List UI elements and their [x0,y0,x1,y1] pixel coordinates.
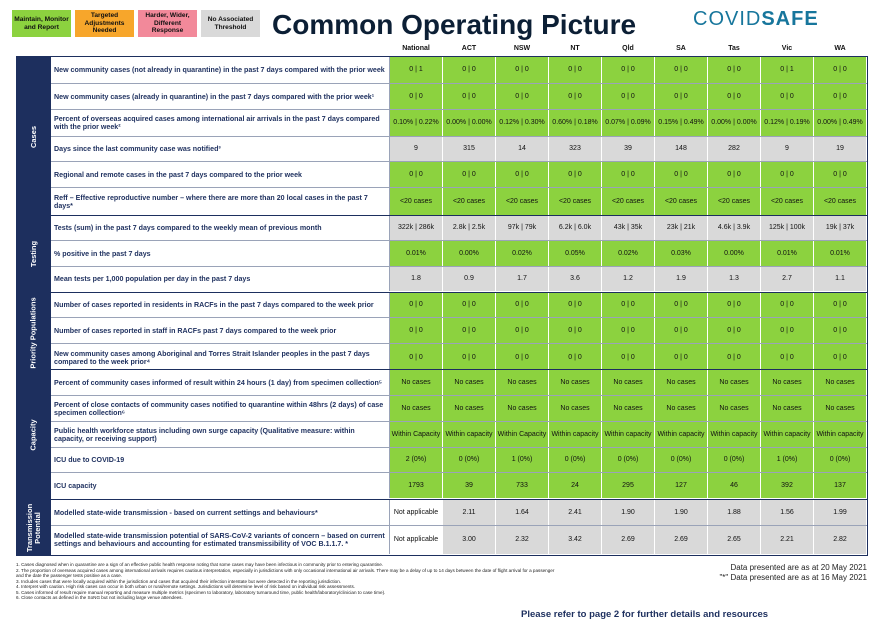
column-header: WA [834,45,846,52]
table-cell-national: No cases [390,370,443,395]
table-cell-nsw: 0 | 0 [496,344,549,371]
table-cell-wa: 0 | 0 [814,293,867,317]
table-cell-qld: 0 | 0 [602,293,655,317]
section-label [17,293,51,372]
row-label: Percent of overseas acquired cases among international air arrivals in the past 7 days compared with the prior week² [51,110,390,136]
table-cell-wa: No cases [814,370,867,395]
table-cell-act: 0.9 [443,267,496,291]
legend-item: Harder, Wider, Different Response [138,10,197,37]
table-cell-nt: 0.05% [549,241,602,266]
section-label [17,57,51,216]
table-cell-qld: 2.69 [602,526,655,554]
table-cell-wa: 1.1 [814,267,867,291]
row-label: New community cases (already in quarantine) in the past 7 days compared with the prior week¹ [51,84,390,109]
table-cell-tas: Within capacity [708,422,761,447]
table-cell-vic: 2.7 [761,267,814,291]
table-cell-nsw: Within Capacity [496,422,549,447]
table-cell-vic: No cases [761,396,814,421]
table-cell-vic: 1 (0%) [761,448,814,472]
table-cell-tas: 0 (0%) [708,448,761,472]
footnote: 4. Interpret with caution. High risk cases can occur in both urban or rural/remote settings. Jurisdictions will determine level of risk based on individual risk assessments. [16,584,356,589]
section-cases [16,56,868,217]
footnote: 5. Cases informed of result require manual reporting and measure multiple metrics (specimen to laboratory, laboratory turnaround time, public health/laboratory/clinician to case time). [16,589,386,595]
row-label: Reff – Effective reproductive number – where there are more than 20 local cases in the past 7 days* [51,188,390,215]
table-cell-wa: 0.00% | 0.49% [814,110,867,136]
section-label-text: Capacity [28,418,38,451]
table-cell-nt: 0 | 0 [549,293,602,317]
row-label: Mean tests per 1,000 population per day in the past 7 days [51,267,390,291]
table-cell-wa: 2.82 [814,526,867,554]
table-cell-act: 315 [443,137,496,161]
table-cell-national: 0 | 1 [390,57,443,83]
section-label [17,500,51,555]
row-label: Number of cases reported in residents in RACFs in the past 7 days compared to the week prior [51,293,390,317]
table-row [51,267,867,291]
table-cell-nt: 0 | 0 [549,162,602,187]
table-cell-tas: 2.65 [708,526,761,554]
table-cell-qld: <20 cases [602,188,655,215]
table-cell-qld: 0 | 0 [602,162,655,187]
table-cell-tas: No cases [708,370,761,395]
section-transmission-potential [16,499,868,556]
table-cell-national: 0 | 0 [390,293,443,317]
table-cell-act: 0 | 0 [443,57,496,83]
table-cell-sa: 0 | 0 [655,318,708,343]
legend-item: Targeted Adjustments Needed [75,10,134,37]
footnote: 2. The proportion of overseas acquired cases among international arrivals requires cautious interpretation, especially in jurisdictions with only occasional international air arrivals. There may be a delay of up to 14 days between the date of flight arrival for a passenger and the date the passenger tests positive as a case. [16,567,555,578]
table-cell-national: 9 [390,137,443,161]
section-capacity [16,369,868,500]
table-cell-sa: Within capacity [655,422,708,447]
table-cell-act: 0 | 0 [443,162,496,187]
table-cell-nsw: 14 [496,137,549,161]
table-cell-tas: 1.88 [708,500,761,525]
table-cell-nt: 0.60% | 0.18% [549,110,602,136]
table-cell-nt: <20 cases [549,188,602,215]
table-cell-nt: 24 [549,473,602,498]
row-label: Regional and remote cases in the past 7 days compared to the prior week [51,162,390,187]
table-cell-nt: 0 (0%) [549,448,602,472]
table-row [51,84,867,110]
table-cell-nsw: <20 cases [496,188,549,215]
table-cell-qld: No cases [602,396,655,421]
table-cell-vic: No cases [761,370,814,395]
table-cell-nsw: 0.02% [496,241,549,266]
table-cell-act: 0 | 0 [443,344,496,371]
table-cell-nsw: 1.7 [496,267,549,291]
table-cell-vic: 0 | 1 [761,57,814,83]
table-cell-national: 1.8 [390,267,443,291]
table-cell-nsw: 0 | 0 [496,318,549,343]
table-cell-tas: 46 [708,473,761,498]
table-cell-wa: 0 (0%) [814,448,867,472]
table-cell-nt: 0 | 0 [549,84,602,109]
table-cell-tas: 1.3 [708,267,761,291]
row-label: Days since the last community case was notified³ [51,137,390,161]
column-header: NSW [513,45,531,52]
table-cell-vic: 0 | 0 [761,162,814,187]
table-cell-nt: 0 | 0 [549,57,602,83]
table-cell-qld: 43k | 35k [602,216,655,240]
table-cell-wa: 137 [814,473,867,498]
footnotes [16,562,556,601]
table-cell-national: Within Capacity [390,422,443,447]
table-cell-wa: No cases [814,396,867,421]
table-cell-national: Not applicable [390,500,443,525]
table-cell-act: 0 (0%) [443,448,496,472]
table-row [51,370,867,396]
table-row [51,162,867,188]
table-cell-national: 0 | 0 [390,344,443,371]
table-cell-sa: 23k | 21k [655,216,708,240]
legend-item: Maintain, Monitor and Report [12,10,71,37]
table-cell-national: 1793 [390,473,443,498]
table-cell-tas: 0 | 0 [708,57,761,83]
table-cell-act: 2.8k | 2.5k [443,216,496,240]
table-cell-tas: <20 cases [708,188,761,215]
table-cell-tas: 0 | 0 [708,84,761,109]
logo-part-1: COVID [693,8,762,30]
table-cell-nt: 6.2k | 6.0k [549,216,602,240]
table-row [51,188,867,215]
table-row [51,216,867,241]
table-cell-qld: 0 | 0 [602,84,655,109]
table-cell-tas: 0 | 0 [708,344,761,371]
table-cell-tas: 0 | 0 [708,318,761,343]
row-label: ICU due to COVID-19 [51,448,390,472]
table-cell-wa: 1.99 [814,500,867,525]
table-cell-national: 0.10% | 0.22% [390,110,443,136]
table-cell-wa: 0.01% [814,241,867,266]
table-cell-act: <20 cases [443,188,496,215]
table-cell-sa: 148 [655,137,708,161]
column-header: Tas [728,45,740,52]
column-header: Qld [622,45,634,52]
table-cell-qld: 0.07% | 0.09% [602,110,655,136]
table-cell-sa: 0 | 0 [655,344,708,371]
row-label: Percent of close contacts of community cases notified to quarantine within 48hrs (2 days) of case specimen collection⁶ [51,396,390,421]
table-cell-tas: No cases [708,396,761,421]
table-cell-act: 0.00% | 0.00% [443,110,496,136]
section-label [17,216,51,292]
table-cell-sa: No cases [655,396,708,421]
table-cell-qld: 0 | 0 [602,57,655,83]
table-cell-sa: <20 cases [655,188,708,215]
table-cell-qld: 0 | 0 [602,318,655,343]
table-cell-qld: 1.2 [602,267,655,291]
table-cell-sa: 0 | 0 [655,162,708,187]
table-row [51,137,867,162]
table-cell-wa: 19 [814,137,867,161]
row-label: % positive in the past 7 days [51,241,390,266]
column-header: NT [570,45,580,52]
table-cell-nt: 323 [549,137,602,161]
table-cell-qld: 39 [602,137,655,161]
page-title: Common Operating Picture [272,9,637,40]
footnote: 3. Includes cases that were locally acquired within the jurisdiction and cases that acquired their infection interstate but were detected in the reporting jurisdiction. [16,578,342,584]
table-row [51,448,867,473]
legend-item: No Associated Threshold [201,10,260,37]
table-cell-sa: 0.03% [655,241,708,266]
table-cell-tas: 0.00% [708,241,761,266]
table-cell-qld: 0 | 0 [602,344,655,371]
table-cell-tas: 4.6k | 3.9k [708,216,761,240]
table-cell-nt: 0 | 0 [549,318,602,343]
table-cell-vic: 0.12% | 0.19% [761,110,814,136]
covidsafe-logo [693,8,819,31]
row-label: Tests (sum) in the past 7 days compared to the weekly mean of previous month [51,216,390,240]
table-cell-act: 2.11 [443,500,496,525]
legend [12,10,260,37]
table-cell-wa: 0 | 0 [814,344,867,371]
refer-note: Please refer to page 2 for further details and resources [521,609,769,620]
table-cell-sa: 1.9 [655,267,708,291]
table-cell-nsw: 0 | 0 [496,57,549,83]
data-date-1: Data presented are as at 20 May 2021 [730,563,867,572]
footnote: 6. Close contacts as defined in the SoNG but not including large venue attendees. [16,595,183,600]
table-cell-national: No cases [390,396,443,421]
section-testing [16,215,868,293]
table-cell-act: No cases [443,396,496,421]
table-cell-tas: 0.00% | 0.00% [708,110,761,136]
table-cell-nsw: 2.32 [496,526,549,554]
table-cell-nt: No cases [549,396,602,421]
section-label [17,370,51,499]
table-cell-vic: 0 | 0 [761,293,814,317]
table-cell-wa: 0 | 0 [814,318,867,343]
table-cell-sa: 1.90 [655,500,708,525]
table-row [51,526,867,554]
table-cell-nsw: 1 (0%) [496,448,549,472]
table-cell-qld: Within capacity [602,422,655,447]
table-cell-nsw: 97k | 79k [496,216,549,240]
section-label-text: Cases [28,125,38,148]
table-cell-vic: 0 | 0 [761,344,814,371]
table-cell-national: 0 | 0 [390,318,443,343]
table-cell-sa: 127 [655,473,708,498]
table-cell-vic: 0.01% [761,241,814,266]
table-cell-national: 322k | 286k [390,216,443,240]
table-cell-national: 0 | 0 [390,162,443,187]
table-cell-nsw: 733 [496,473,549,498]
table-cell-nt: 3.6 [549,267,602,291]
table-cell-vic: 0 | 0 [761,84,814,109]
column-header: ACT [461,45,477,52]
row-label: New community cases (not already in quarantine) in the past 7 days compared with the prior week [51,57,390,83]
table-row [51,293,867,318]
table-cell-nt: 2.41 [549,500,602,525]
table-cell-act: No cases [443,370,496,395]
logo-part-2: SAFE [761,8,819,30]
table-cell-sa: 0 | 0 [655,84,708,109]
row-label: Modelled state-wide transmission - based on current settings and behaviours* [51,500,390,525]
table-cell-nsw: 1.64 [496,500,549,525]
table-cell-qld: No cases [602,370,655,395]
table-cell-wa: 0 | 0 [814,162,867,187]
footnote: 1. Cases diagnosed when in quarantine are a sign of an effective public health response noting that some cases may have been infectious in community prior to entering quarantine. [16,562,384,567]
table-cell-act: Within capacity [443,422,496,447]
table-row [51,396,867,422]
row-label: New community cases among Aboriginal and Torres Strait Islander peoples in the past 7 days compared to the week prior⁴ [51,344,390,371]
table-cell-wa: 19k | 37k [814,216,867,240]
table-row [51,57,867,84]
table-cell-vic: 0 | 0 [761,318,814,343]
table-cell-vic: 392 [761,473,814,498]
table-cell-nsw: No cases [496,396,549,421]
table-row [51,473,867,498]
table-cell-sa: 2.69 [655,526,708,554]
table-cell-act: 39 [443,473,496,498]
table-cell-act: 0 | 0 [443,293,496,317]
table-cell-vic: Within capacity [761,422,814,447]
table-cell-tas: 0 | 0 [708,162,761,187]
table-cell-tas: 0 | 0 [708,293,761,317]
table-cell-wa: Within capacity [814,422,867,447]
table-cell-sa: 0.15% | 0.49% [655,110,708,136]
table-cell-national: 0 | 0 [390,84,443,109]
table-row [51,241,867,267]
table-cell-vic: 125k | 100k [761,216,814,240]
table-cell-nt: 3.42 [549,526,602,554]
column-header: National [402,45,430,52]
table-cell-wa: <20 cases [814,188,867,215]
table-cell-act: 0.00% [443,241,496,266]
table-cell-sa: 0 | 0 [655,293,708,317]
data-date-2: "*" Data presented are as at 16 May 2021 [719,573,867,582]
column-header: SA [676,45,686,52]
row-label: Number of cases reported in staff in RACFs past 7 days compared to the week prior [51,318,390,343]
section-label-text: Transmission Potential [25,503,43,552]
table-cell-sa: No cases [655,370,708,395]
table-cell-vic: 2.21 [761,526,814,554]
table-cell-act: 0 | 0 [443,318,496,343]
table-row [51,500,867,526]
table-cell-nsw: 0 | 0 [496,84,549,109]
table-cell-nsw: 0.12% | 0.30% [496,110,549,136]
table-cell-wa: 0 | 0 [814,57,867,83]
data-dates [696,563,867,583]
table-row [51,110,867,137]
table-cell-vic: <20 cases [761,188,814,215]
table-cell-qld: 1.90 [602,500,655,525]
table-cell-nsw: 0 | 0 [496,162,549,187]
table-row [51,318,867,344]
column-header: Vic [781,45,793,52]
table-cell-nt: 0 | 0 [549,344,602,371]
row-label: Percent of community cases informed of result within 24 hours (1 day) from specimen collection⁵ [51,370,390,395]
table-cell-nsw: No cases [496,370,549,395]
section-priority-populations [16,292,868,373]
table-cell-sa: 0 | 0 [655,57,708,83]
table-cell-national: 2 (0%) [390,448,443,472]
table-cell-nt: Within capacity [549,422,602,447]
row-label: Modelled state-wide transmission potential of SARS-CoV-2 variants of concern – based on current settings and behaviours and accounting for estimated transmissibility of VOC B.1.1.7. * [51,526,390,554]
table-row [51,422,867,448]
table-cell-vic: 1.56 [761,500,814,525]
table-cell-national: 0.01% [390,241,443,266]
table-cell-qld: 295 [602,473,655,498]
table-cell-vic: 9 [761,137,814,161]
table-cell-wa: 0 | 0 [814,84,867,109]
table-cell-national: Not applicable [390,526,443,554]
table-cell-qld: 0 (0%) [602,448,655,472]
table-cell-nt: No cases [549,370,602,395]
row-label: ICU capacity [51,473,390,498]
table-cell-tas: 282 [708,137,761,161]
section-label-text: Testing [29,240,38,268]
table-cell-act: 3.00 [443,526,496,554]
section-label-text: Priority Populations [29,296,39,369]
table-cell-national: <20 cases [390,188,443,215]
row-label: Public health workforce status including own surge capacity (Qualitative measure: within capacity, or receiving support) [51,422,390,447]
table-cell-qld: 0.02% [602,241,655,266]
table-row [51,344,867,371]
table-cell-act: 0 | 0 [443,84,496,109]
table-cell-sa: 0 (0%) [655,448,708,472]
table-cell-nsw: 0 | 0 [496,293,549,317]
